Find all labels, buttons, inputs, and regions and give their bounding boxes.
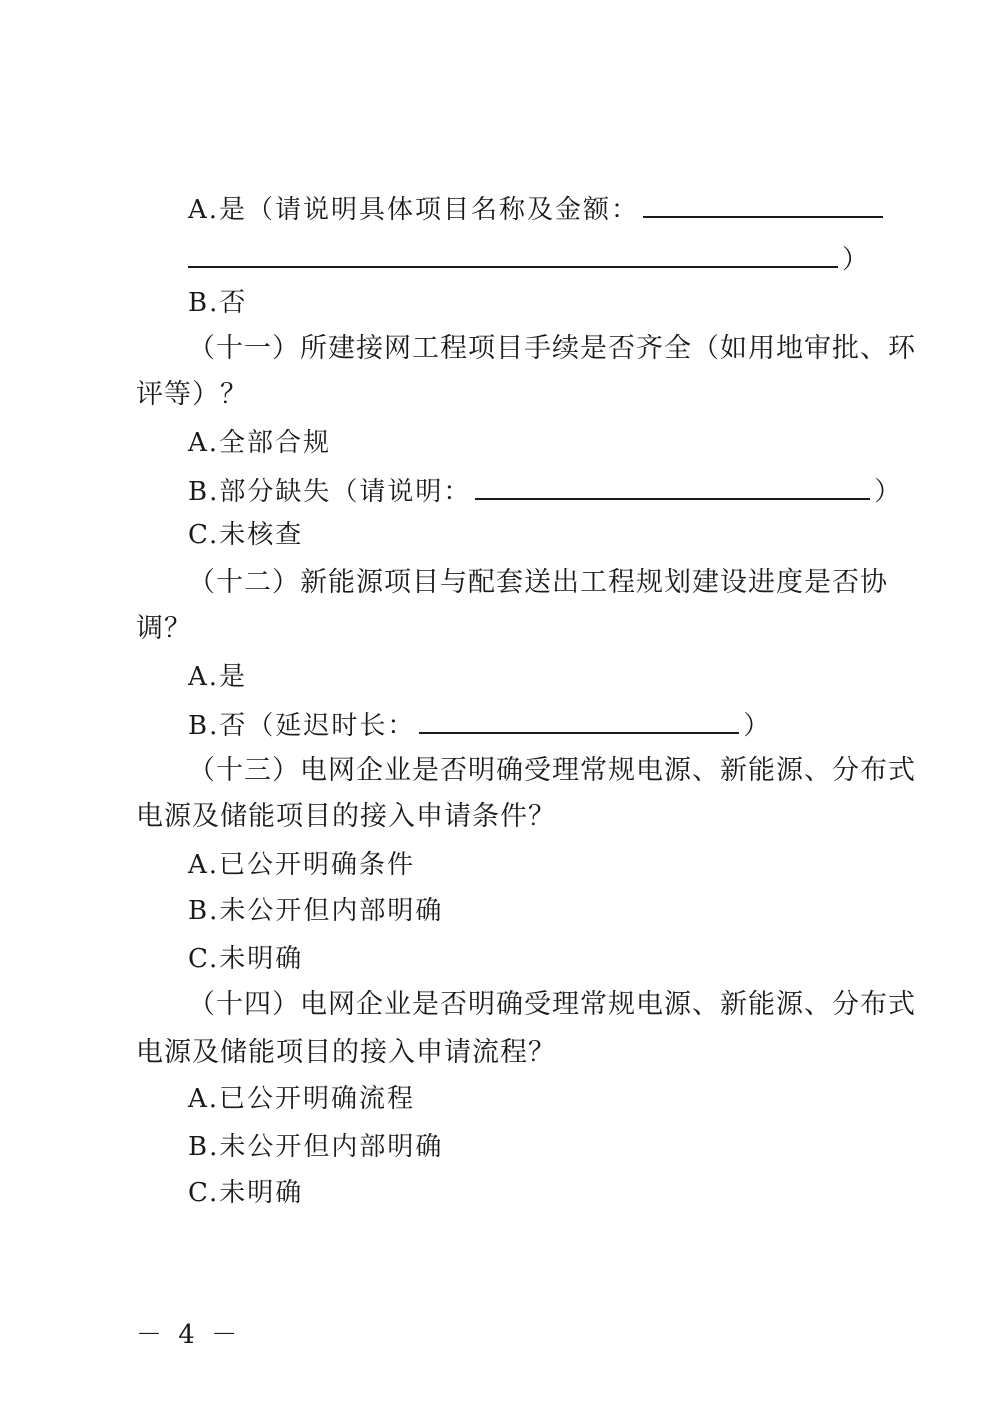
option-line [188,706,771,743]
question-text: （十一）所建接网工程项目手续是否齐全（如用地审批、环 [188,333,916,364]
question-line [136,612,192,646]
option-text: B.否（延迟时长： [188,711,416,741]
option-text: C.未明确 [188,1178,304,1208]
fill-in-blank[interactable] [419,706,739,734]
option-text: C.未核查 [188,520,304,550]
question-line [188,566,888,600]
option-line [188,190,887,227]
option-line [188,1176,303,1210]
option-line [188,1082,415,1116]
question-line [188,332,916,366]
option-text: B.未公开但内部明确 [188,1132,444,1162]
fill-in-blank[interactable] [643,190,883,218]
question-text: （十四）电网企业是否明确受理常规电源、新能源、分布式 [188,989,916,1020]
option-line [188,426,331,460]
option-text: A.已公开明确条件 [188,850,416,880]
option-text: A.是（请说明具体项目名称及金额： [188,195,640,225]
option-line [188,472,902,509]
option-line [188,518,303,552]
option-line [188,240,870,277]
closing-paren: ） [842,245,871,275]
option-line [188,894,443,928]
option-text: B.部分缺失（请说明： [188,477,472,507]
option-line [188,660,247,694]
question-text: 评等）？ [136,379,248,410]
question-text: （十三）电网企业是否明确受理常规电源、新能源、分布式 [188,755,916,786]
question-text: （十二）新能源项目与配套送出工程规划建设进度是否协 [188,567,888,598]
question-text: 电源及储能项目的接入申请条件？ [136,801,556,832]
question-text: 调？ [136,613,192,644]
option-text: A.全部合规 [188,428,332,458]
option-line [188,848,415,882]
option-line [188,286,247,320]
closing-paren: ） [743,711,772,741]
option-line [188,1130,443,1164]
question-line [188,988,916,1022]
option-text: B.否 [188,288,248,318]
option-text: A.已公开明确流程 [188,1084,416,1114]
option-text: A.是 [188,662,248,692]
option-line [188,942,303,976]
fill-in-blank[interactable] [475,472,870,500]
question-text: 电源及储能项目的接入申请流程？ [136,1037,556,1068]
option-text: C.未明确 [188,944,304,974]
page-number: － 4 － [136,1320,242,1350]
question-line [188,754,916,788]
fill-in-blank[interactable] [188,240,838,268]
question-line [136,378,248,412]
closing-paren: ） [874,477,903,507]
option-text: B.未公开但内部明确 [188,896,444,926]
question-line [136,1036,556,1070]
question-line [136,800,556,834]
